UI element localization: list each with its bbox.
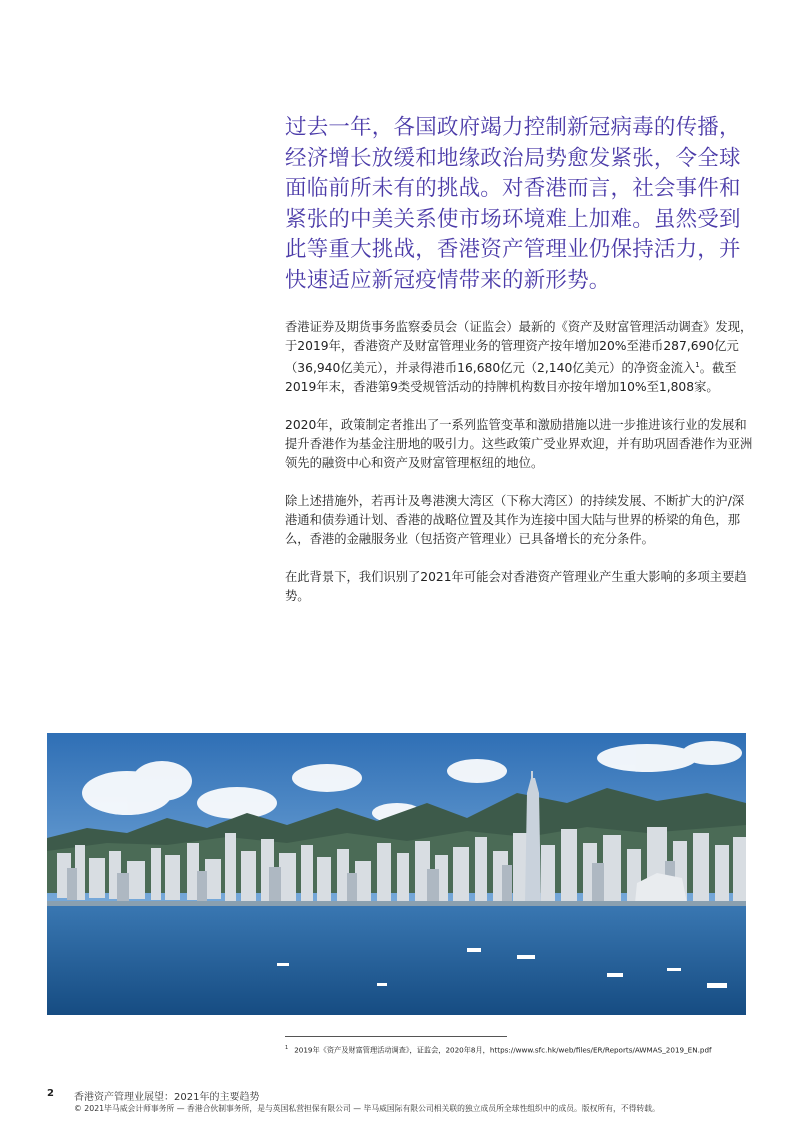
lead-paragraph: 过去一年，各国政府竭力控制新冠病毒的传播，经济增长放缓和地缘政治局势愈发紧张，令全球面临前所未有的挑战。对香港而言，社会事件和紧张的中美关系使市场环境难上加难。虽然受到此等重大挑战，香港资产管理业仍保持活力，并快速适应新冠疫情带来的新形势。 [285,115,741,293]
paragraph-3: 除上述措施外，若再计及粤港澳大湾区（下称大湾区）的持续发展、不断扩大的沪/深港通和债券通计划、香港的战略位置及其作为连接中国大陆与世界的桥梁的角色，那么，香港的金融服务业（包括资产管理业）已具备增长的充分条件。 [285,494,745,547]
hong-kong-skyline-photo [47,733,746,1015]
footnote-rule [285,1036,507,1037]
footnote-text[interactable]: 2019年《资产及财富管理活动调查》，证监会，2020年8月，https://www.sfc.hk/web/files/ER/Reports/AWMAS_2019_EN.pdf [294,1045,712,1055]
footnote-ref[interactable]: 1 [695,361,700,369]
paragraph-1: 香港证券及期货事务监察委员会（证监会）最新的《资产及财富管理活动调查》发现，于2019年，香港资产及财富管理业务的管理资产按年增加20%至港币287,690亿元（36,940亿美元），并录得港币16,680亿元（2,140亿美元）的净资金流入$^1$。截至2019年末，香港第9类受规管活动的持牌机构数目亦按年增加10%至1,808家。 [285,320,753,395]
copyright-notice: © 2021毕马威会计师事务所 — 香港合伙制事务所，是与英国私营担保有限公司 — 毕马威国际有限公司相关联的独立成员所全球性组织中的成员。版权所有，不得转载。 [74,1104,660,1113]
footnote-marker: 1 [285,1045,289,1051]
running-title: 香港资产管理业展望：2021年的主要趋势 [74,1092,260,1103]
paragraph-2: 2020年，政策制定者推出了一系列监管变革和激励措施以进一步推进该行业的发展和提升香港作为基金注册地的吸引力。这些政策广受业界欢迎，并有助巩固香港作为亚洲领先的融资中心和资产及财富管理枢纽的地位。 [285,418,753,471]
footnote [285,1045,755,1055]
page-number: 2 [47,1088,54,1099]
body-text [285,318,755,625]
paragraph-4: 在此背景下，我们识别了2021年可能会对香港资产管理业产生重大影响的多项主要趋势。 [285,570,747,604]
